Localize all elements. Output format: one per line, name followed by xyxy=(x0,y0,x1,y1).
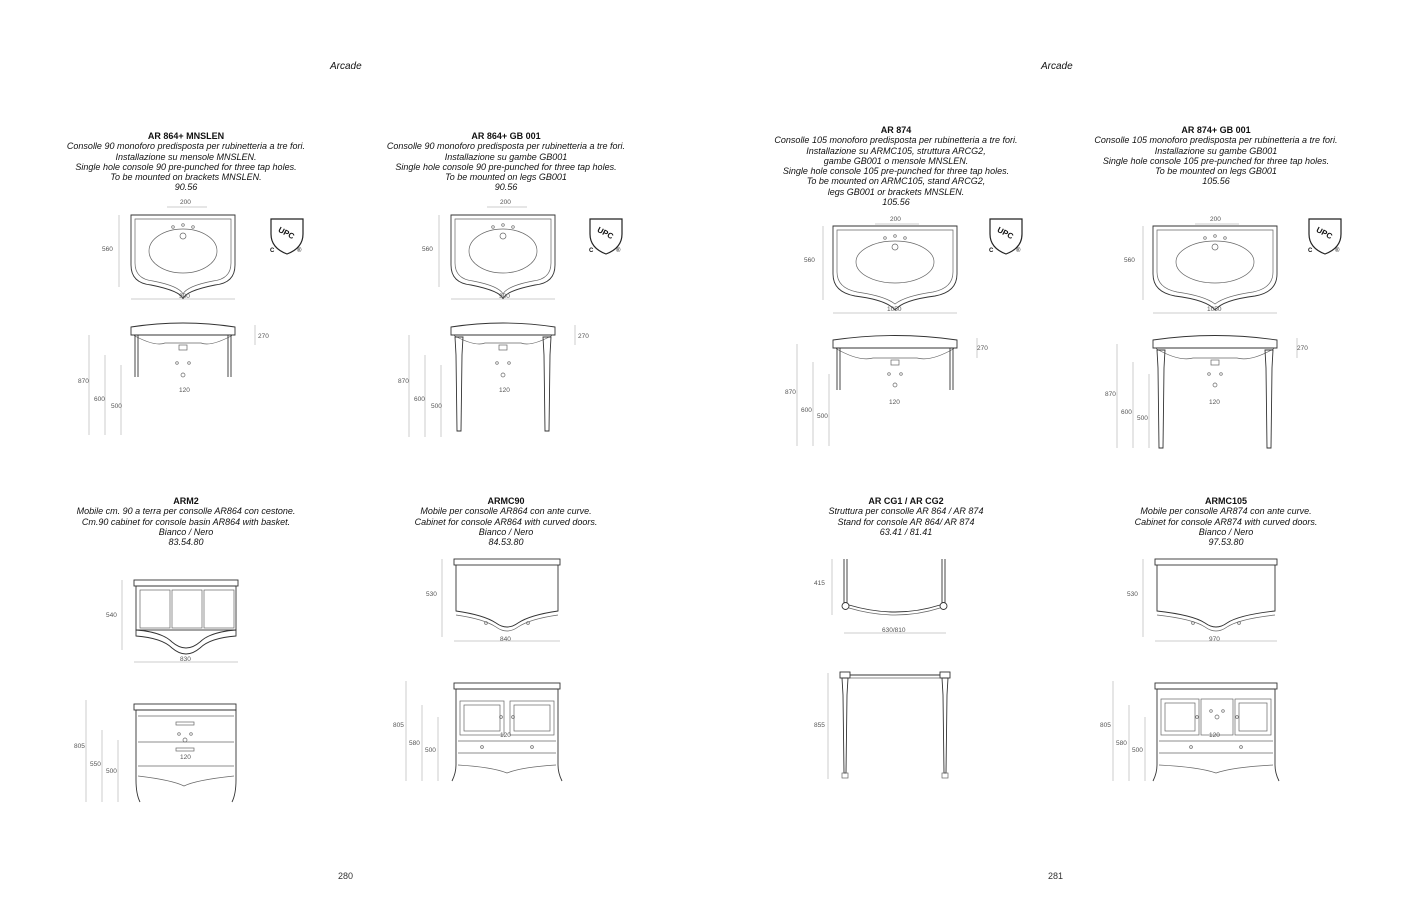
dim-label: 560 xyxy=(422,246,433,253)
product-caption xyxy=(756,496,1056,537)
svg-text:UPC: UPC xyxy=(995,225,1015,242)
dim-label: 805 xyxy=(1100,722,1111,729)
dim-label: 600 xyxy=(1121,409,1132,416)
caption-line: Consolle 90 monoforo predisposta per rubinetteria a tre fori. xyxy=(386,141,626,152)
dim-label: 830 xyxy=(180,656,191,663)
product-dimensions: 83.54.80 xyxy=(168,537,204,548)
dim-label: 500 xyxy=(431,403,442,410)
dim-label: 530 xyxy=(1127,591,1138,598)
product-caption xyxy=(36,131,336,193)
caption-line: Mobile per consolle AR864 con ante curve. xyxy=(420,506,592,517)
dim-label: 270 xyxy=(258,333,269,340)
dim-label: 500 xyxy=(817,413,828,420)
upc-certification-icon xyxy=(987,216,1025,256)
dim-label: 200 xyxy=(180,199,191,206)
svg-text:UPC: UPC xyxy=(595,225,615,242)
dim-label: 600 xyxy=(801,407,812,414)
product-code: ARM2 xyxy=(173,496,199,506)
dim-label: 120 xyxy=(889,399,900,406)
product-caption xyxy=(1076,496,1376,547)
dim-label: 870 xyxy=(1105,391,1116,398)
svg-text:C: C xyxy=(270,248,275,254)
dim-label: 1050 xyxy=(1207,306,1222,313)
dim-label: 805 xyxy=(74,743,85,750)
svg-text:®: ® xyxy=(1335,248,1340,254)
upc-certification-icon xyxy=(587,216,625,256)
product-code: AR 864+ GB 001 xyxy=(471,131,541,141)
caption-line: Mobile per consolle AR874 con ante curve. xyxy=(1140,506,1312,517)
technical-drawing-armc105 xyxy=(1095,555,1315,795)
dim-label: 500 xyxy=(1132,747,1143,754)
caption-line: Single hole console 90 pre-punched for three tap holes. xyxy=(75,161,297,172)
dim-label: 270 xyxy=(977,345,988,352)
svg-text:®: ® xyxy=(297,248,302,254)
product-code: ARMC105 xyxy=(1204,496,1247,506)
dim-label: 580 xyxy=(409,740,420,747)
caption-line: Single hole console 105 pre-punched for three tap holes. xyxy=(1102,155,1330,166)
dim-label: 560 xyxy=(1124,257,1135,264)
svg-text:UPC: UPC xyxy=(1314,225,1334,242)
product-code: AR 874+ GB 001 xyxy=(1181,125,1251,135)
dim-label: 200 xyxy=(500,199,511,206)
product-code: AR 864+ MNSLEN xyxy=(147,131,225,141)
dim-label: 415 xyxy=(814,580,825,587)
product-code: ARMC90 xyxy=(487,496,525,506)
dim-label: 805 xyxy=(393,722,404,729)
dim-label: 900 xyxy=(499,293,510,300)
dim-label: 200 xyxy=(1210,216,1221,223)
caption-line: Single hole console 105 pre-punched for three tap holes. xyxy=(782,166,1010,177)
dim-label: 270 xyxy=(1297,345,1308,352)
product-code: AR 874 xyxy=(880,125,912,135)
caption-line: Consolle 105 monoforo predisposta per rubinetteria a tre fori. xyxy=(774,135,1018,146)
svg-text:C: C xyxy=(1308,248,1313,254)
caption-line: Installazione su ARMC105, struttura ARCG2, xyxy=(806,145,986,156)
dim-label: 870 xyxy=(398,378,409,385)
caption-line: Single hole console 90 pre-punched for three tap holes. xyxy=(395,161,617,172)
caption-line: To be mounted on brackets MNSLEN. xyxy=(110,172,262,183)
dim-label: 1050 xyxy=(887,306,902,313)
page-header: Arcade xyxy=(1041,61,1073,72)
dim-label: 970 xyxy=(1209,636,1220,643)
product-dimensions: 90.56 xyxy=(174,182,198,193)
dim-label: 500 xyxy=(1137,415,1148,422)
product-dimensions: 63.41 / 81.41 xyxy=(879,526,933,537)
product-caption xyxy=(36,496,336,547)
caption-line: Cabinet for console AR864 with curved doors. xyxy=(414,516,598,527)
dim-label: 630/810 xyxy=(882,627,906,634)
dim-label: 500 xyxy=(425,747,436,754)
page-number: 280 xyxy=(338,871,354,881)
product-caption xyxy=(1066,125,1366,187)
caption-line: To be mounted on legs GB001 xyxy=(445,172,567,183)
caption-line: Mobile cm. 90 a terra per consolle AR864 con cestone. xyxy=(76,506,296,517)
caption-line: Installazione su mensole MNSLEN. xyxy=(115,151,257,162)
dim-label: 840 xyxy=(500,636,511,643)
product-dimensions: 97.53.80 xyxy=(1208,537,1244,548)
upc-certification-icon xyxy=(268,216,306,256)
technical-drawing-arm2 xyxy=(72,570,272,810)
svg-text:C: C xyxy=(989,248,994,254)
caption-line: Bianco / Nero xyxy=(158,526,214,537)
svg-text:UPC: UPC xyxy=(276,225,296,242)
dim-label: 500 xyxy=(106,768,117,775)
dim-label: 270 xyxy=(578,333,589,340)
technical-drawing-armc90 xyxy=(392,555,612,795)
dim-label: 540 xyxy=(106,612,117,619)
product-caption xyxy=(356,496,656,547)
dim-label: 580 xyxy=(1116,740,1127,747)
caption-line: legs GB001 or brackets MNSLEN. xyxy=(827,186,965,197)
caption-line: Consolle 105 monoforo predisposta per rubinetteria a tre fori. xyxy=(1094,135,1338,146)
caption-line: Bianco / Nero xyxy=(1198,526,1254,537)
dim-label: 200 xyxy=(890,216,901,223)
svg-text:®: ® xyxy=(616,248,621,254)
dim-label: 560 xyxy=(804,257,815,264)
caption-line: To be mounted on legs GB001 xyxy=(1155,166,1277,177)
product-caption xyxy=(356,131,656,193)
dim-label: 500 xyxy=(111,403,122,410)
dim-label: 600 xyxy=(94,396,105,403)
caption-line: Cabinet for console AR874 with curved doors. xyxy=(1134,516,1318,527)
product-dimensions: 90.56 xyxy=(494,182,518,193)
dim-label: 900 xyxy=(179,293,190,300)
caption-line: Consolle 90 monoforo predisposta per rubinetteria a tre fori. xyxy=(66,141,306,152)
page-header: Arcade xyxy=(330,61,362,72)
dim-label: 560 xyxy=(102,246,113,253)
product-dimensions: 105.56 xyxy=(1202,176,1230,187)
dim-label: 120 xyxy=(1209,732,1220,739)
technical-drawing-ar874-gb001 xyxy=(1105,212,1335,452)
dim-label: 870 xyxy=(785,389,796,396)
product-dimensions: 84.53.80 xyxy=(488,537,524,548)
caption-line: To be mounted on ARMC105, stand ARCG2, xyxy=(806,176,986,187)
dim-label: 855 xyxy=(814,722,825,729)
upc-certification-icon xyxy=(1306,216,1344,256)
dim-label: 550 xyxy=(90,761,101,768)
page-number: 281 xyxy=(1048,871,1064,881)
dim-label: 120 xyxy=(180,754,191,761)
dim-label: 600 xyxy=(414,396,425,403)
caption-line: Bianco / Nero xyxy=(478,526,534,537)
caption-line: Installazione su gambe GB001 xyxy=(444,151,568,162)
caption-line: Cm.90 cabinet for console basin AR864 with basket. xyxy=(81,516,291,527)
dim-label: 120 xyxy=(1209,399,1220,406)
caption-line: Installazione su gambe GB001 xyxy=(1154,145,1278,156)
dim-label: 870 xyxy=(78,378,89,385)
technical-drawing-arcg xyxy=(812,555,982,795)
technical-drawing-ar874 xyxy=(785,212,1015,452)
caption-line: gambe GB001 o mensole MNSLEN. xyxy=(823,155,969,166)
product-code: AR CG1 / AR CG2 xyxy=(868,496,944,506)
dim-label: 120 xyxy=(499,387,510,394)
product-caption xyxy=(746,125,1046,207)
product-dimensions: 105.56 xyxy=(882,197,910,208)
dim-label: 120 xyxy=(179,387,190,394)
svg-text:C: C xyxy=(589,248,594,254)
caption-line: Stand for console AR 864/ AR 874 xyxy=(837,516,975,527)
dim-label: 120 xyxy=(500,732,511,739)
caption-line: Struttura per consolle AR 864 / AR 874 xyxy=(828,506,984,517)
dim-label: 530 xyxy=(426,591,437,598)
svg-text:®: ® xyxy=(1016,248,1021,254)
